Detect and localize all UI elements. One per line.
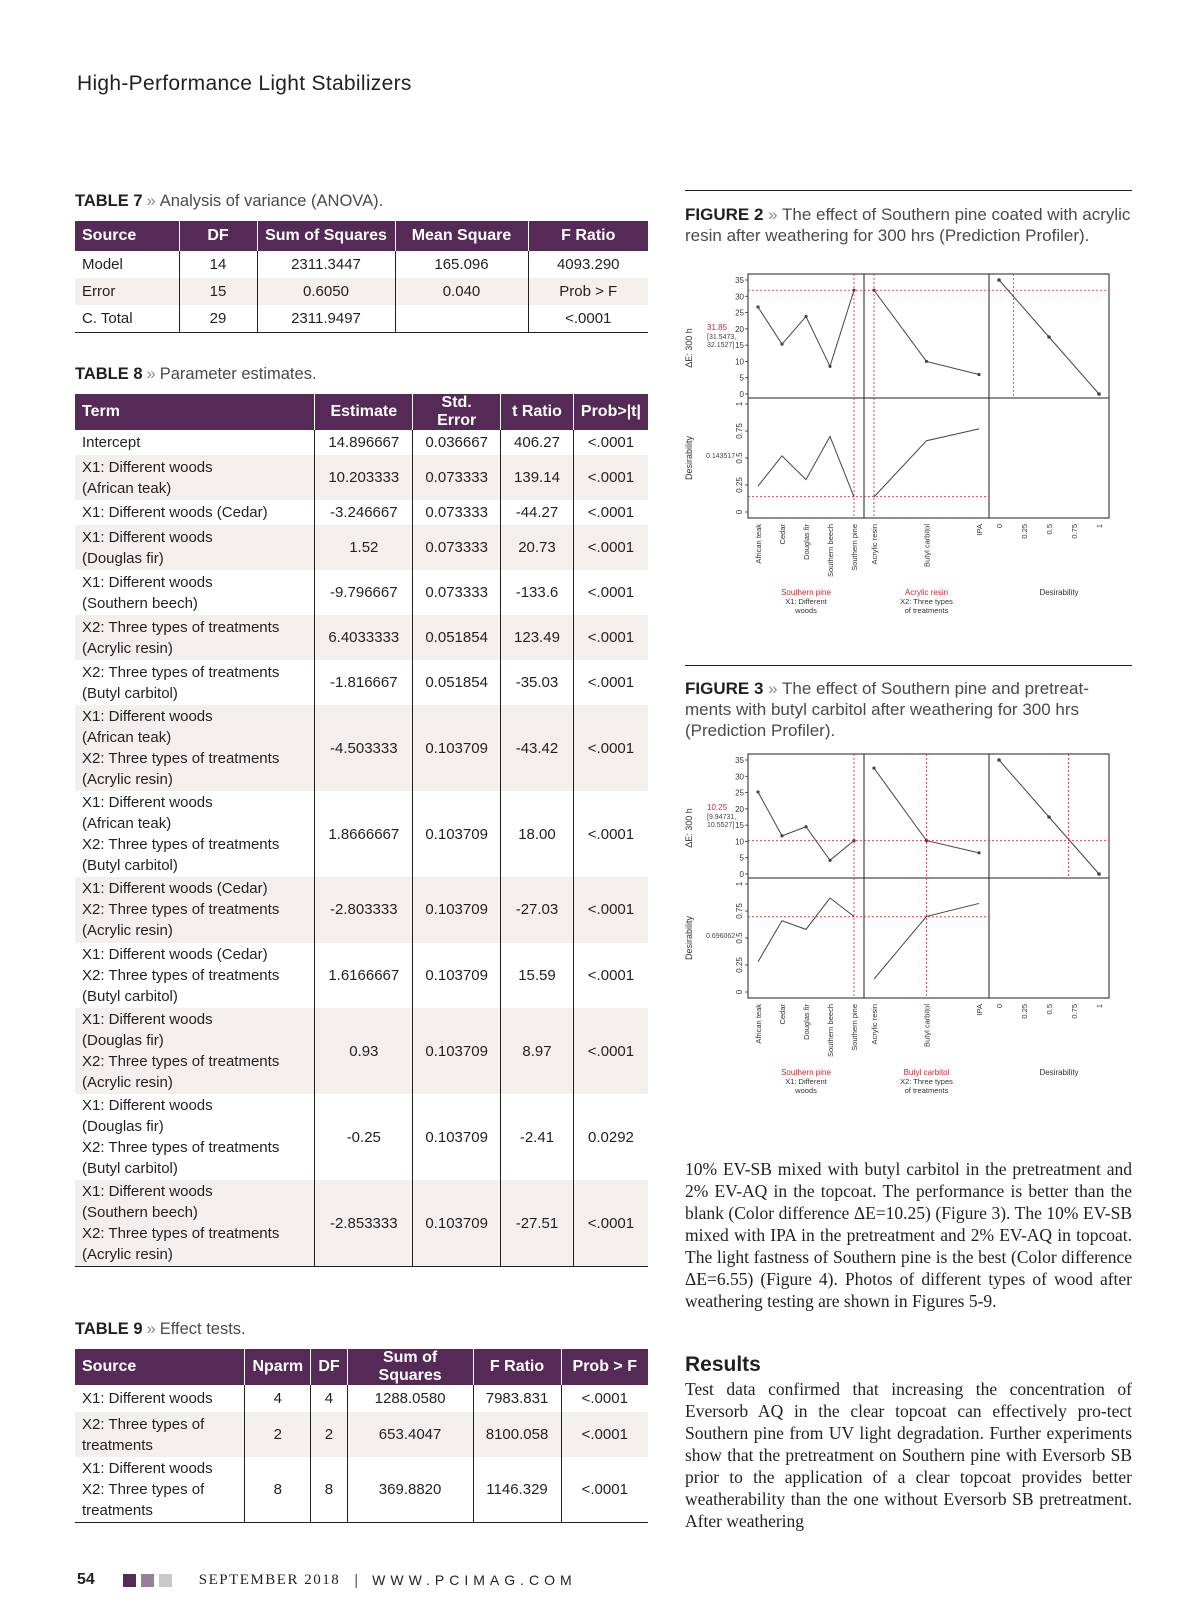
table7-column-header: Mean Square [395,221,528,251]
profile-point [756,790,759,793]
y-tick-label: 35 [735,756,744,765]
table9-column-header: DF [311,1349,347,1385]
factor-current-value: Acrylic resin [904,588,949,597]
y-tick-label: 0 [739,870,744,879]
table-cell: <.0001 [561,1457,648,1523]
table-row [75,251,648,278]
table7-sep: » [146,192,156,210]
footer-square [123,1574,136,1587]
table-cell: 123.49 [501,615,574,660]
table-cell: -44.27 [501,500,574,525]
x-tick-label: African teak [754,1004,763,1044]
table-cell: 8 [245,1457,311,1523]
y-tick-label: 35 [735,276,744,285]
table-cell: X1: Different woods (Cedar) [82,504,268,521]
table-cell: X1: Different woods (Southern beech) [82,573,213,612]
y-tick-label: 30 [735,772,744,782]
table7-caption-text: Analysis of variance (ANOVA). [159,192,384,210]
table7-column-header: Sum of Squares [257,221,395,251]
table-cell: 4093.290 [528,251,648,278]
table-cell: <.0001 [573,943,648,1009]
table-cell: X2: Three types of treatments (Butyl carbitol) [82,663,280,702]
x-tick-label: 1 [1095,1004,1104,1009]
table9-column-header: Source [75,1349,245,1385]
x-tick-label: Butyl carbitol [922,1004,932,1047]
factor-label: X2: Three types [900,597,953,606]
table-cell: 10.203333 [315,455,413,500]
footer-square [141,1574,154,1587]
desirability-line [874,429,979,497]
x-tick-label: Acrylic resin [870,524,879,565]
table9-sep: » [146,1320,156,1338]
x-tick-label: Butyl carbitol [922,524,932,567]
table-cell: -27.03 [501,877,574,943]
table-row [75,877,648,943]
table-cell: X1: Different woods [82,1390,213,1407]
factor-current-value: Southern pine [781,1068,831,1077]
current-value-label: 31.85 [707,323,728,332]
table-cell: <.0001 [573,791,648,877]
x-tick-label: Southern beech [826,524,835,577]
profiler-panel [989,754,1109,998]
profile-point [756,305,759,308]
table-cell: -43.42 [501,705,574,791]
profile-point [780,343,783,346]
table-cell: <.0001 [573,705,648,791]
table-cell: 653.4047 [347,1412,473,1457]
current-interval-label: [31.5473, [707,334,737,341]
profile-point [977,373,980,376]
desirability-line [758,436,854,496]
table-cell: <.0001 [573,1180,648,1267]
desirability-function-point [1097,872,1101,876]
table8-column-header: Term [75,394,315,430]
table-cell: X1: Different woods (African teak) X2: Three types of treatments (Butyl carbitol) [82,794,280,874]
y-tick-label: 5 [739,373,744,383]
desirability-function-point [997,758,1001,762]
y-tick-label: 0.25 [735,477,744,493]
table-row [75,1412,648,1457]
x-tick-label: 0.5 [1045,524,1054,535]
factor-label: woods [795,606,817,615]
table-cell: C. Total [75,305,179,332]
figure3-sep: » [768,679,778,698]
profile-point [828,859,831,862]
table-cell: X1: Different woods (Southern beech) X2: Three types of treatments (Acrylic resin) [75,1180,315,1267]
table-cell: 0.073333 [413,570,501,615]
table-cell: 29 [179,305,257,332]
figure2-rule [685,190,1132,191]
y-tick-label: 10 [735,357,744,367]
table9-caption-text: Effect tests. [159,1320,246,1338]
profiler-panel [748,754,864,998]
table7-label: TABLE 7 [75,192,143,210]
table7-header-row [75,221,648,251]
table8-caption [75,364,317,385]
table-row [75,791,648,877]
table-cell: 0.103709 [413,705,501,791]
table-cell: <.0001 [561,1385,648,1412]
y-tick-label: 15 [735,341,744,351]
y-tick-label: 30 [735,292,744,302]
y-tick-label: 5 [739,853,744,863]
x-tick-label: Cedar [778,1004,787,1025]
figure2-label: FIGURE 2 [685,205,764,224]
table-cell: X1: Different woods (Douglas fir) X2: Three types of treatments (Butyl carbitol) [82,1097,280,1177]
table9-label: TABLE 9 [75,1320,143,1338]
current-interval-label: [9.94731, [707,814,737,821]
table-cell: -133.6 [501,570,574,615]
desirability-line [758,898,854,962]
y-axis-label-delta-e: ΔE: 300 h [684,808,694,848]
table-cell: X1: Different woods (African teak) [75,455,315,500]
footer [77,1571,577,1589]
table-cell: -2.41 [501,1094,574,1180]
figure3-rule [685,665,1132,666]
profiler-panel [989,274,1109,518]
table-row [75,1180,648,1267]
table-cell: -4.503333 [315,705,413,791]
desirability-function-point [1047,815,1051,819]
table-cell: 14 [179,251,257,278]
current-value-label: 10.25 [707,803,728,812]
table-cell: Prob > F [528,278,648,305]
table-cell: 0.103709 [413,877,501,943]
table-cell: Error [75,278,179,305]
table8-column-header: Prob>|t| [573,394,648,430]
table-row [75,305,648,332]
table-cell: 0.073333 [413,455,501,500]
table8-sep: » [146,365,156,383]
y-tick-label: 0.25 [735,957,744,973]
table-cell: Intercept [82,434,141,451]
y-tick-label: 25 [735,308,744,318]
table9-column-header: Sum of Squares [347,1349,473,1385]
table-cell: 0.036667 [413,430,501,455]
table9-column-header: F Ratio [473,1349,561,1385]
table-cell: 406.27 [501,430,574,455]
y-tick-label: 15 [735,821,744,831]
table-cell: 7983.831 [473,1385,561,1412]
figure3-caption-text: The effect of Southern pine and pretreat-ments with butyl carbitol after weathering for 300 hrs (Prediction Profiler). [685,679,1089,740]
x-tick-label: 0.75 [1070,1004,1079,1019]
table-cell: X1: Different woods (Cedar) X2: Three types of treatments (Acrylic resin) [75,877,315,943]
x-tick-label: Douglas fir [802,524,811,560]
y-tick-label: 25 [735,788,744,798]
table8 [75,394,648,1267]
current-desirability-label: 0.696062 [706,933,736,940]
y-tick-label: 0.5 [735,452,744,464]
table-row [75,570,648,615]
table-cell: 14.896667 [315,430,413,455]
table-cell: 1288.0580 [347,1385,473,1412]
table-cell: <.0001 [573,430,648,455]
table-row [75,615,648,660]
table-cell: 1.6166667 [315,943,413,1009]
table7-column-header: Source [75,221,179,251]
table-cell: 369.8820 [347,1457,473,1523]
table-cell: 0.103709 [413,1180,501,1267]
table-cell: <.0001 [573,660,648,705]
y-tick-label: 10 [735,837,744,847]
table-cell: 1.52 [315,525,413,570]
profile-point [977,851,980,854]
table-cell: 0.0292 [573,1094,648,1180]
current-interval-label: 10.5527] [707,822,735,829]
profile-point [872,767,875,770]
table-cell: 139.14 [501,455,574,500]
table8-column-header: Std. Error [413,394,501,430]
profiler-panel [864,274,989,518]
factor-current-value: Butyl carbitol [903,1068,950,1077]
x-tick-label: African teak [754,524,763,564]
table9-column-header: Prob > F [561,1349,648,1385]
table7 [75,221,648,333]
table-row [75,660,648,705]
table-row [75,705,648,791]
table-cell: 6.4033333 [315,615,413,660]
x-tick-label: 0.25 [1020,1004,1029,1019]
table9-caption [75,1319,246,1340]
desirability-function-point [997,278,1001,282]
table-cell: X1: Different woods X2: Three types of treatments [75,1457,245,1523]
table-cell: <.0001 [573,455,648,500]
table-cell [395,305,528,332]
factor-label: X1: Different [785,597,827,606]
table-cell: 20.73 [501,525,574,570]
y-tick-label: 0.5 [735,932,744,944]
x-tick-label: Southern pine [850,1004,859,1051]
table-cell: <.0001 [573,615,648,660]
table8-header-row [75,394,648,430]
x-tick-label: 0.5 [1045,1004,1054,1015]
y-tick-label: 0.75 [735,903,744,919]
table-cell: X2: Three types of treatments [75,1412,245,1457]
table-row [75,1094,648,1180]
profile-point [828,365,831,368]
figure2-profiler [680,272,1140,650]
results-paragraph: Test data confirmed that increasing the concentration of Eversorb AQ in the clear topcoat can effectively pro-tect Southern pine from UV light degradation. Further experiments show that the pretreatment on Southern pine with Eversorb SB prior to the application of a clear topcoat provides better weatherability than the one without Eversorb SB pretreatment. After weathering [685,1379,1132,1531]
table-cell: 2311.9497 [257,305,395,332]
table-cell: 15.59 [501,943,574,1009]
table-row [75,943,648,1009]
y-tick-label: 0 [735,989,744,995]
table-row [75,1457,648,1523]
table8-caption-text: Parameter estimates. [159,365,317,383]
table7-column-header: F Ratio [528,221,648,251]
table-cell: 0.103709 [413,1008,501,1094]
x-tick-label: 0.25 [1020,524,1029,539]
table-cell: 8100.058 [473,1412,561,1457]
y-tick-label: 0.75 [735,423,744,439]
table-cell: X1: Different woods (Douglas fir) X2: Three types of treatments (Acrylic resin) [75,1008,315,1094]
table-cell: 0.073333 [413,525,501,570]
x-tick-label: Cedar [778,524,787,545]
table-cell: 0.073333 [413,500,501,525]
table-cell: <.0001 [573,877,648,943]
table-row [75,455,648,500]
table-cell: <.0001 [528,305,648,332]
table-cell: X1: Different woods (African teak) X2: Three types of treatments (Acrylic resin) [75,705,315,791]
table-cell: -1.816667 [315,660,413,705]
figure3-profiler [680,752,1140,1130]
table-row [75,1385,648,1412]
profile-point [804,315,807,318]
factor-label: of treatments [904,1086,949,1095]
table9 [75,1349,648,1523]
x-tick-label: 0 [995,1004,1004,1009]
x-tick-label: Southern beech [826,1004,835,1057]
footer-month: SEPTEMBER 2018 [198,1571,341,1588]
page-number: 54 [77,1571,95,1588]
desirability-axis-label: Desirability [1039,1068,1079,1077]
profile-point [780,834,783,837]
table8-column-header: Estimate [315,394,413,430]
table-cell: 0.051854 [413,660,501,705]
y-axis-label-delta-e: ΔE: 300 h [684,328,694,368]
y-axis-label-desirability: Desirability [684,435,694,481]
y-tick-label: 1 [735,881,744,887]
table-cell: 165.096 [395,251,528,278]
table-row [75,430,648,455]
table-cell: 0.93 [315,1008,413,1094]
desirability-axis-label: Desirability [1039,588,1079,597]
table-cell: 4 [311,1385,347,1412]
desirability-function-point [1097,392,1101,396]
y-axis-label-desirability: Desirability [684,915,694,961]
body-paragraph: 10% EV-SB mixed with butyl carbitol in the pretreatment and 2% EV-AQ in the topcoat. The performance is better than the blank (Color difference ΔE=10.25) (Figure 3). The 10% EV-SB mixed with IPA in the pretreatment and 2% EV-AQ in topcoat. The light fastness of Southern pine is the best (Color difference ΔE=6.55) (Figure 4). Photos of different types of wood after weathering testing are shown in Figures 5-9. [685,1159,1132,1311]
current-desirability-label: 0.143517 [706,453,736,460]
table-row [75,278,648,305]
x-tick-label: Acrylic resin [870,1004,879,1045]
profiler-panel [748,274,864,518]
table-cell: 2 [245,1412,311,1457]
footer-url: WWW.PCIMAG.COM [372,1572,577,1588]
table-cell: <.0001 [573,525,648,570]
y-tick-label: 20 [735,324,744,334]
table-cell: -9.796667 [315,570,413,615]
x-tick-label: Douglas fir [802,1004,811,1040]
factor-current-value: Southern pine [781,588,831,597]
table-cell: 1146.329 [473,1457,561,1523]
table-cell: 0.040 [395,278,528,305]
factor-label: X2: Three types [900,1077,953,1086]
table-cell: 0.103709 [413,1094,501,1180]
table-cell: 0.051854 [413,615,501,660]
table-cell: X1: Different woods (Douglas fir) [75,525,315,570]
y-tick-label: 20 [735,804,744,814]
x-tick-label: IPA [975,524,984,536]
current-interval-label: 32.1527] [707,342,735,349]
table-cell: 0.6050 [257,278,395,305]
running-head: High-Performance Light Stabilizers [77,72,412,95]
table-cell: X1: Different woods (Cedar) X2: Three types of treatments (Butyl carbitol) [82,945,280,1005]
table-cell: 8 [311,1457,347,1523]
table-cell: <.0001 [573,570,648,615]
profile-point [925,360,928,363]
y-tick-label: 0 [735,509,744,515]
table9-header-row [75,1349,648,1385]
table-cell: <.0001 [573,500,648,525]
table-cell: 8.97 [501,1008,574,1094]
table9-column-header: Nparm [245,1349,311,1385]
table7-caption [75,191,383,212]
table-row [75,1008,648,1094]
table-cell: -2.853333 [315,1180,413,1267]
table-row [75,525,648,570]
profile-point [804,825,807,828]
y-tick-label: 1 [735,401,744,407]
table-cell: 15 [179,278,257,305]
table-cell: Model [82,256,123,273]
factor-label: woods [795,1086,817,1095]
footer-square [159,1574,172,1587]
x-tick-label: 1 [1095,524,1104,529]
table-cell: X2: Three types of treatments (Acrylic resin) [75,615,315,660]
table-cell: -35.03 [501,660,574,705]
x-tick-label: 0.75 [1070,524,1079,539]
table-cell: <.0001 [573,1008,648,1094]
figure2-sep: » [768,205,778,224]
figure2-caption-text: The effect of Southern pine coated with acrylic resin after weathering for 300 hrs (Prediction Profiler). [685,205,1131,245]
table-cell: <.0001 [561,1412,648,1457]
figure2-caption [685,204,1132,246]
table-cell: -0.25 [315,1094,413,1180]
figure3-label: FIGURE 3 [685,679,764,698]
x-tick-label: 0 [995,524,1004,529]
figure3-caption [685,678,1132,741]
table-cell: 0.103709 [413,943,501,1009]
table-cell: 18.00 [501,791,574,877]
table8-label: TABLE 8 [75,365,143,383]
table7-column-header: DF [179,221,257,251]
table8-column-header: t Ratio [501,394,574,430]
table-cell: 1.8666667 [315,791,413,877]
table-cell: 4 [245,1385,311,1412]
desirability-function-point [1047,335,1051,339]
profile-line [758,290,854,366]
table-cell: 0.103709 [413,791,501,877]
table-cell: 2311.3447 [257,251,395,278]
table-cell: -2.803333 [315,877,413,943]
x-tick-label: IPA [975,1004,984,1016]
y-tick-label: 0 [739,390,744,399]
x-tick-label: Southern pine [850,524,859,571]
results-heading: Results [685,1353,761,1376]
table-cell: -3.246667 [315,500,413,525]
table-cell: 2 [311,1412,347,1457]
factor-label: X1: Different [785,1077,827,1086]
table-row [75,500,648,525]
footer-separator: | [354,1571,359,1589]
factor-label: of treatments [904,606,949,615]
table-cell: -27.51 [501,1180,574,1267]
